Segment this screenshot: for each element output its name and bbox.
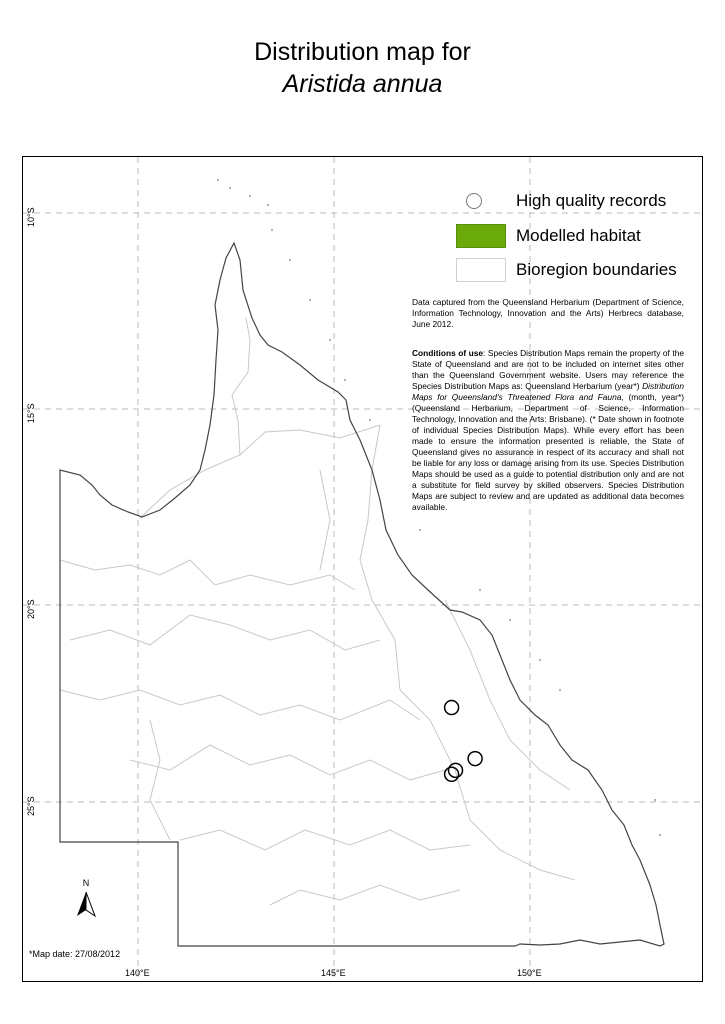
map-title: Distribution map for	[254, 38, 471, 66]
legend-item-bioregion	[456, 257, 677, 283]
lat-label-15: 15°S	[26, 403, 36, 423]
north-arrow-icon	[77, 892, 95, 916]
legend-label: Modelled habitat	[516, 226, 641, 245]
record-marker	[468, 752, 482, 766]
data-source-note: Data captured from the Queensland Herbarium (Department of Science, Information Technology, Innovation and the Arts) Herbrecs database, June 2012.	[412, 297, 684, 329]
north-label: N	[82, 878, 90, 888]
legend-item-habitat	[456, 223, 641, 249]
bioregion-swatch	[456, 258, 506, 282]
lat-label-25: 25°S	[26, 796, 36, 816]
lon-label-150: 150°E	[517, 968, 542, 978]
species-name: Aristida annua	[282, 70, 443, 98]
lat-label-10: 10°S	[26, 207, 36, 227]
conditions-heading: Conditions of use	[412, 348, 484, 358]
legend-item-records	[456, 188, 666, 214]
conditions-of-use: Conditions of use: Species Distribution Maps remain the property of the State of Queensland and are not to be included on internet sites other than the Queensland Government website. Users may reference the Species Distribution Maps as: Queensland Herbarium (year*) Distribution Maps for Queensland's Threatened Flora and Fauna, (month, year*) (Queensland Herbarium, Department of Science, Information Technology, Innovation and the Arts: Brisbane). (* Date shown in footnote of individual Species Distribution Maps). While every effort has been made to ensure the information presented is reliable, the State of Queensland gives no assurance in respect of its accuracy and shall not be liable for any loss or damage arising from its use. Species Distribution Maps should be used as a guide to potential distribution only and are not a substitute for field survey by skilled observers. Species Distribution Maps are subject to review and are updated as additional data becomes available.	[412, 348, 685, 512]
lon-label-145: 145°E	[321, 968, 346, 978]
records-layer	[445, 701, 483, 782]
record-marker	[445, 701, 459, 715]
habitat-swatch	[456, 224, 506, 248]
circle-outline-icon	[466, 193, 482, 209]
lon-label-140: 140°E	[125, 968, 150, 978]
legend-label: High quality records	[516, 191, 667, 210]
map-date: *Map date: 27/08/2012	[29, 949, 121, 959]
legend-label: Bioregion boundaries	[516, 260, 677, 279]
lat-label-20: 20°S	[26, 599, 36, 619]
